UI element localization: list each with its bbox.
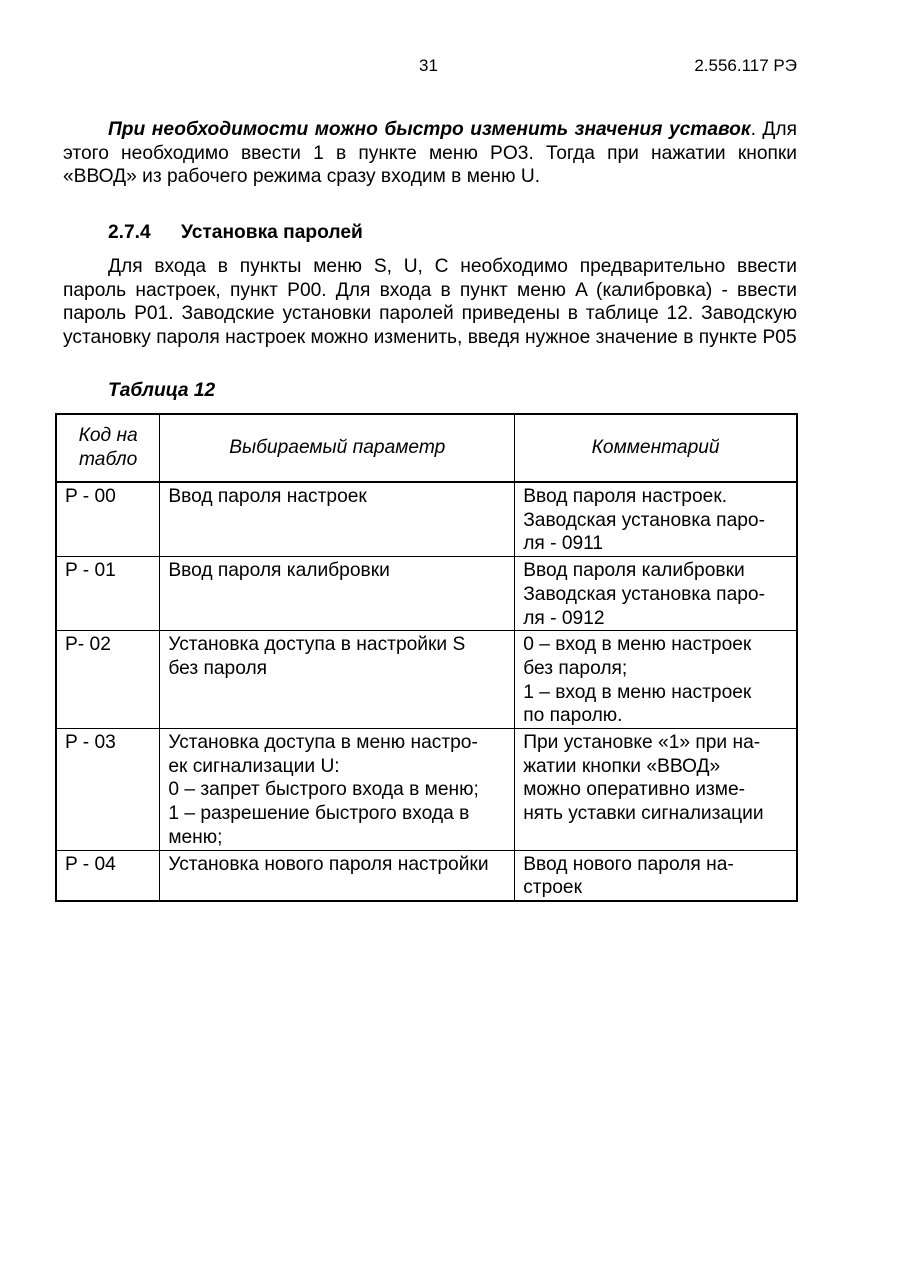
header-code: Код на табло bbox=[56, 414, 160, 482]
table-row bbox=[56, 631, 797, 729]
page-number: 31 bbox=[419, 56, 438, 75]
cell-parameter: Установка нового пароля настройки bbox=[160, 850, 515, 901]
table-row bbox=[56, 482, 797, 557]
cell-code: P- 02 bbox=[56, 631, 160, 729]
section-title: Установка паролей bbox=[181, 222, 363, 243]
intro-paragraph: При необходимости можно быстро изменить значения уставок. Для этого необходимо ввести 1 в пункте меню PO3. Тогда при нажатии кнопки «ВВОД» из рабочего режима сразу входим в меню U. bbox=[63, 119, 797, 187]
cell-parameter: Ввод пароля настроек bbox=[160, 482, 515, 557]
header-comment: Комментарий bbox=[515, 414, 797, 482]
table-header-row bbox=[56, 414, 797, 482]
table-row bbox=[56, 850, 797, 901]
cell-comment: При установке «1» при на- жатии кнопки «ВВОД» можно оперативно изме- нять уставки сигнализации bbox=[515, 729, 797, 851]
cell-comment: 0 – вход в меню настроек без пароля; 1 – вход в меню настроек по паролю. bbox=[515, 631, 797, 729]
cell-parameter: Установка доступа в настройки S без пароля bbox=[160, 631, 515, 729]
cell-comment: Ввод пароля настроек. Заводская установка паро- ля - 0911 bbox=[515, 482, 797, 557]
header-parameter: Выбираемый параметр bbox=[160, 414, 515, 482]
password-settings-table bbox=[55, 413, 798, 902]
section-heading bbox=[108, 222, 363, 244]
cell-parameter: Установка доступа в меню настро- ек сигнализации U: 0 – запрет быстрого входа в меню; 1 – разрешение быстрого входа в меню; bbox=[160, 729, 515, 851]
table-caption: Таблица 12 bbox=[108, 380, 216, 401]
table-row bbox=[56, 729, 797, 851]
table-row bbox=[56, 557, 797, 631]
cell-comment: Ввод пароля калибровки Заводская установка паро- ля - 0912 bbox=[515, 557, 797, 631]
cell-parameter: Ввод пароля калибровки bbox=[160, 557, 515, 631]
document-code: 2.556.117 РЭ bbox=[694, 56, 797, 75]
cell-comment: Ввод нового пароля на- строек bbox=[515, 850, 797, 901]
section-paragraph: Для входа в пункты меню S, U, C необходимо предварительно ввести пароль настроек, пункт P00. Для входа в пункт меню A (калибровка) - ввести пароль P01. Заводские установки паролей приведены в таблице 12. Заводскую установку пароля настроек можно изменить, введя нужное значение в пункте P05 bbox=[63, 256, 797, 348]
cell-code: P - 00 bbox=[56, 482, 160, 557]
section-number: 2.7.4 bbox=[108, 222, 151, 243]
cell-code: P - 03 bbox=[56, 729, 160, 851]
cell-code: P - 04 bbox=[56, 850, 160, 901]
cell-code: P - 01 bbox=[56, 557, 160, 631]
